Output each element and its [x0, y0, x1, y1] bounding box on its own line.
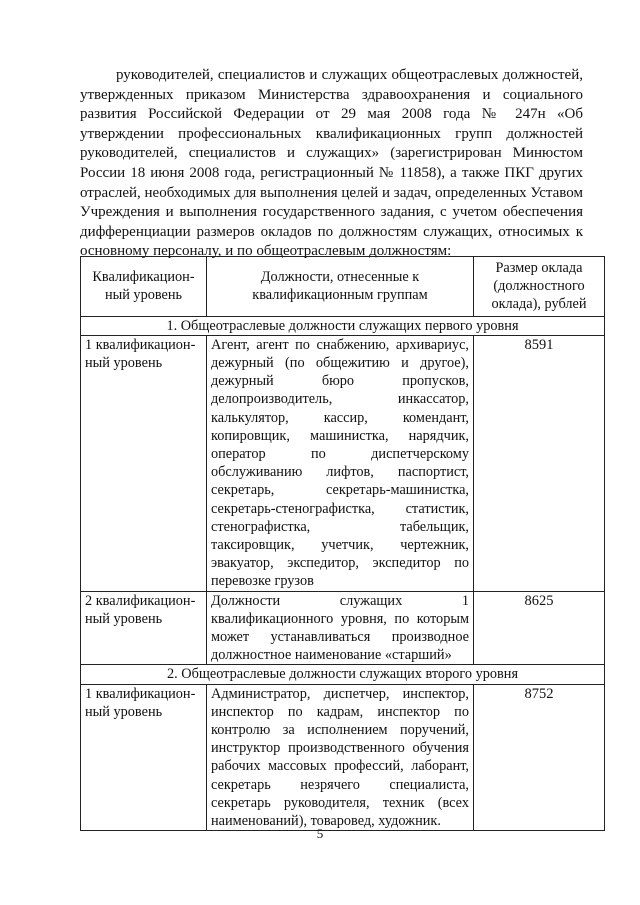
section-title-second-level: 2. Общеотраслевые должности служащих второго уровня	[81, 665, 605, 684]
qualification-table	[80, 256, 605, 831]
row-salary: 8625	[474, 591, 605, 665]
header-positions: Должности, отнесенные к квалификационным группам	[207, 257, 474, 317]
header-level: Квалификацион-ный уровень	[81, 257, 207, 317]
row-level: 1 квалификацион-ный уровень	[81, 335, 207, 591]
table-row	[81, 684, 605, 831]
table-row	[81, 335, 605, 591]
table-header-row	[81, 257, 605, 317]
row-level: 1 квалификацион-ный уровень	[81, 684, 207, 831]
header-salary: Размер оклада (должностного оклада), рублей	[474, 257, 605, 317]
row-positions: Агент, агент по снабжению, архивариус, дежурный (по общежитию и другое), дежурный бюро пропусков, делопроизводитель, инкассатор, калькулятор, кассир, комендант, копировщик, машинистка, нарядчик, оператор по диспетчерскому обслуживанию лифтов, паспортист, секретарь, секретарь-машинистка, секретарь-стенографистка, статистик, стенографистка, табельщик, таксировщик, учетчик, чертежник, эвакуатор, экспедитор, экспедитор по перевозке грузов	[207, 335, 474, 591]
section-row	[81, 316, 605, 335]
row-salary: 8591	[474, 335, 605, 591]
row-positions: Администратор, диспетчер, инспектор, инспектор по кадрам, инспектор по контролю за исполнением поручений, инструктор производственного обучения рабочих массовых профессий, лаборант, секретарь незрячего специалиста, секретарь руководителя, техник (всех наименований), товаровед, художник.	[207, 684, 474, 831]
page-number: 5	[316, 826, 324, 841]
table-row	[81, 591, 605, 665]
section-title-first-level: 1. Общеотраслевые должности служащих первого уровня	[81, 316, 605, 335]
section-row	[81, 665, 605, 684]
row-level: 2 квалификацион-ный уровень	[81, 591, 207, 665]
intro-paragraph: руководителей, специалистов и служащих общеотраслевых должностей, утвержденных приказом Министерства здравоохранения и социального развития Российской Федерации от 29 мая 2008 года № 247н «Об утверждении профессиональных квалификационных групп должностей руководителей, специалистов и служащих» (зарегистрирован Минюстом России 18 июня 2008 года, регистрационный № 11858), а также ПКГ других отраслей, необходимых для выполнения целей и задач, определенных Уставом Учреждения и выполнения государственного задания, с учетом обеспечения дифференциации размеров окладов по должностям служащих, относимых к основному персоналу, и по общеотраслевым должностям:	[80, 67, 583, 260]
row-positions: Должности служащих 1 квалификационного уровня, по которым может устанавливаться производное должностное наименование «старший»	[207, 591, 474, 665]
row-salary: 8752	[474, 684, 605, 831]
